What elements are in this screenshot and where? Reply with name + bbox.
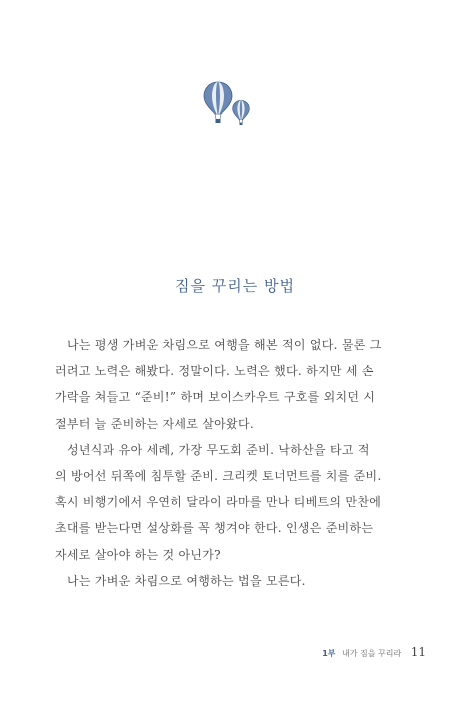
- text-line: 나는 평생 가벼운 차림으로 여행을 해본 적이 없다. 물론 그: [67, 338, 382, 352]
- text-line: 성년식과 유아 세례, 가장 무도회 준비. 낙하산을 타고 적: [67, 442, 370, 457]
- text-line: 초대를 받는다면 설상화를 꼭 챙겨야 한다. 인생은 준비하는: [55, 521, 374, 536]
- hot-air-balloons-icon: [200, 80, 260, 132]
- text-line: 자세로 살아야 하는 것 아닌가?: [55, 547, 221, 562]
- body-text: [55, 332, 415, 594]
- paragraph: [55, 332, 415, 437]
- running-chapter-title: 내가 짐을 꾸리라: [342, 649, 402, 658]
- text-line: 의 방어선 뒤쪽에 침투할 준비. 크리켓 토너먼트를 치를 준비.: [55, 469, 382, 484]
- paragraph: [55, 437, 415, 568]
- chapter-heading: 짐을 꾸리는 방법: [175, 277, 295, 295]
- paragraph: [55, 568, 415, 594]
- text-line: 나는 가벼운 차림으로 여행하는 법을 모른다.: [67, 573, 306, 588]
- page-number: 11: [410, 645, 426, 659]
- text-line: 가락을 쳐들고 “준비!” 하며 보이스카우트 구호를 외치던 시: [55, 390, 376, 405]
- text-line: 혹시 비행기에서 우연히 달라이 라마를 만나 티베트의 만찬에: [55, 495, 382, 510]
- text-line: 절부터 늘 준비하는 자세로 살아왔다.: [55, 416, 254, 431]
- page-footer: [322, 645, 426, 659]
- part-label: 1부: [322, 649, 336, 658]
- text-line: 러려고 노력은 해봤다. 정말이다. 노력은 했다. 하지만 세 손: [55, 364, 374, 379]
